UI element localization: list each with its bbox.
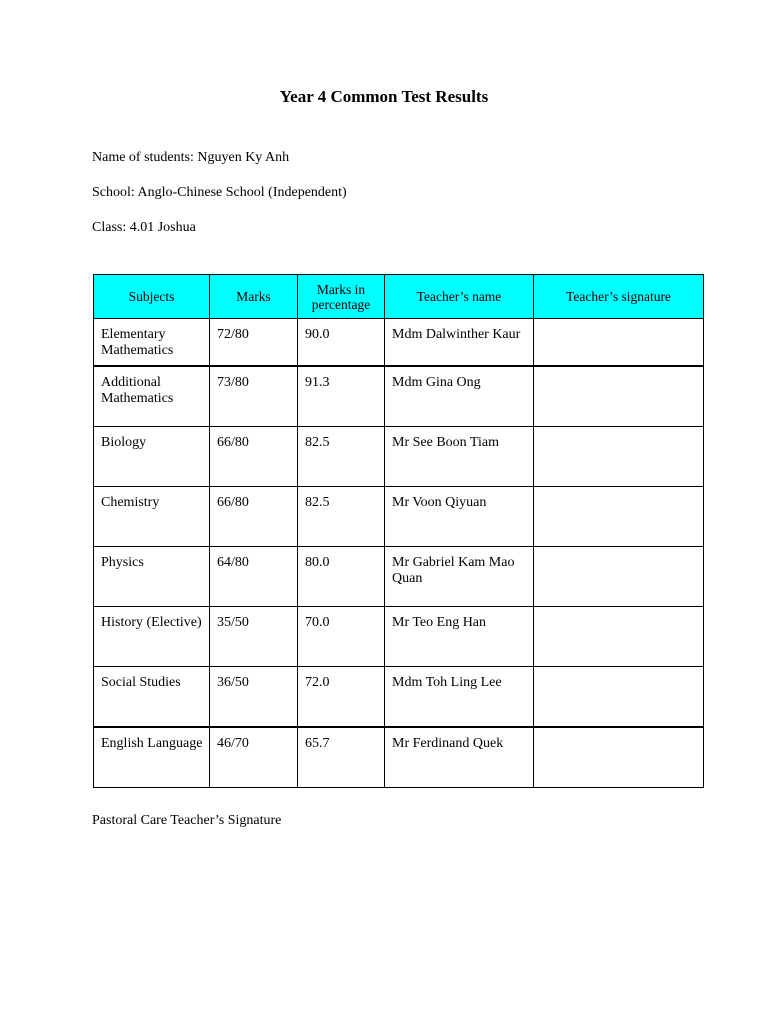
subject-cell: Biology	[94, 427, 210, 487]
table-header-row	[94, 275, 704, 319]
table-row	[94, 547, 704, 607]
table-row	[94, 487, 704, 547]
percentage-cell: 72.0	[298, 667, 385, 728]
marks-cell: 73/80	[210, 366, 298, 427]
teacher-name-cell: Mr Ferdinand Quek	[385, 727, 534, 788]
percentage-cell: 82.5	[298, 487, 385, 547]
marks-cell: 35/50	[210, 607, 298, 667]
marks-cell: 66/80	[210, 487, 298, 547]
header-teacher-name: Teacher’s name	[385, 275, 534, 319]
percentage-cell: 91.3	[298, 366, 385, 427]
percentage-cell: 90.0	[298, 319, 385, 367]
header-teacher-signature: Teacher’s signature	[534, 275, 704, 319]
table-row	[94, 667, 704, 728]
subject-cell: English Language	[94, 727, 210, 788]
page-title: Year 4 Common Test Results	[279, 87, 489, 106]
header-marks: Marks	[210, 275, 298, 319]
signature-cell	[534, 607, 704, 667]
teacher-name-cell: Mr Teo Eng Han	[385, 607, 534, 667]
teacher-name-cell: Mr Voon Qiyuan	[385, 487, 534, 547]
teacher-name-cell: Mdm Dalwinther Kaur	[385, 319, 534, 367]
teacher-name-cell: Mdm Toh Ling Lee	[385, 667, 534, 728]
pastoral-signature-label: Pastoral Care Teacher’s Signature	[92, 813, 282, 828]
signature-cell	[534, 727, 704, 788]
table-row	[94, 366, 704, 427]
signature-cell	[534, 427, 704, 487]
marks-cell: 72/80	[210, 319, 298, 367]
marks-cell: 64/80	[210, 547, 298, 607]
signature-cell	[534, 487, 704, 547]
subject-cell: Additional Mathematics	[94, 366, 210, 427]
percentage-cell: 70.0	[298, 607, 385, 667]
teacher-name-cell: Mdm Gina Ong	[385, 366, 534, 427]
signature-cell	[534, 366, 704, 427]
table-row	[94, 427, 704, 487]
subject-cell: Physics	[94, 547, 210, 607]
marks-cell: 36/50	[210, 667, 298, 728]
percentage-cell: 82.5	[298, 427, 385, 487]
teacher-name-cell: Mr Gabriel Kam Mao Quan	[385, 547, 534, 607]
signature-cell	[534, 667, 704, 728]
subject-cell: History (Elective)	[94, 607, 210, 667]
subject-cell: Elementary Mathematics	[94, 319, 210, 367]
percentage-cell: 80.0	[298, 547, 385, 607]
teacher-name-cell: Mr See Boon Tiam	[385, 427, 534, 487]
table-row	[94, 607, 704, 667]
results-table	[93, 274, 704, 788]
class-line: Class: 4.01 Joshua	[92, 220, 196, 235]
table-row	[94, 319, 704, 367]
school-line: School: Anglo-Chinese School (Independent)	[92, 185, 347, 200]
subject-cell: Chemistry	[94, 487, 210, 547]
student-name-line: Name of students: Nguyen Ky Anh	[92, 150, 290, 165]
marks-cell: 66/80	[210, 427, 298, 487]
header-subjects: Subjects	[94, 275, 210, 319]
marks-cell: 46/70	[210, 727, 298, 788]
subject-cell: Social Studies	[94, 667, 210, 728]
header-percentage: Marks in percentage	[298, 275, 385, 319]
percentage-cell: 65.7	[298, 727, 385, 788]
signature-cell	[534, 319, 704, 367]
table-row	[94, 727, 704, 788]
signature-cell	[534, 547, 704, 607]
